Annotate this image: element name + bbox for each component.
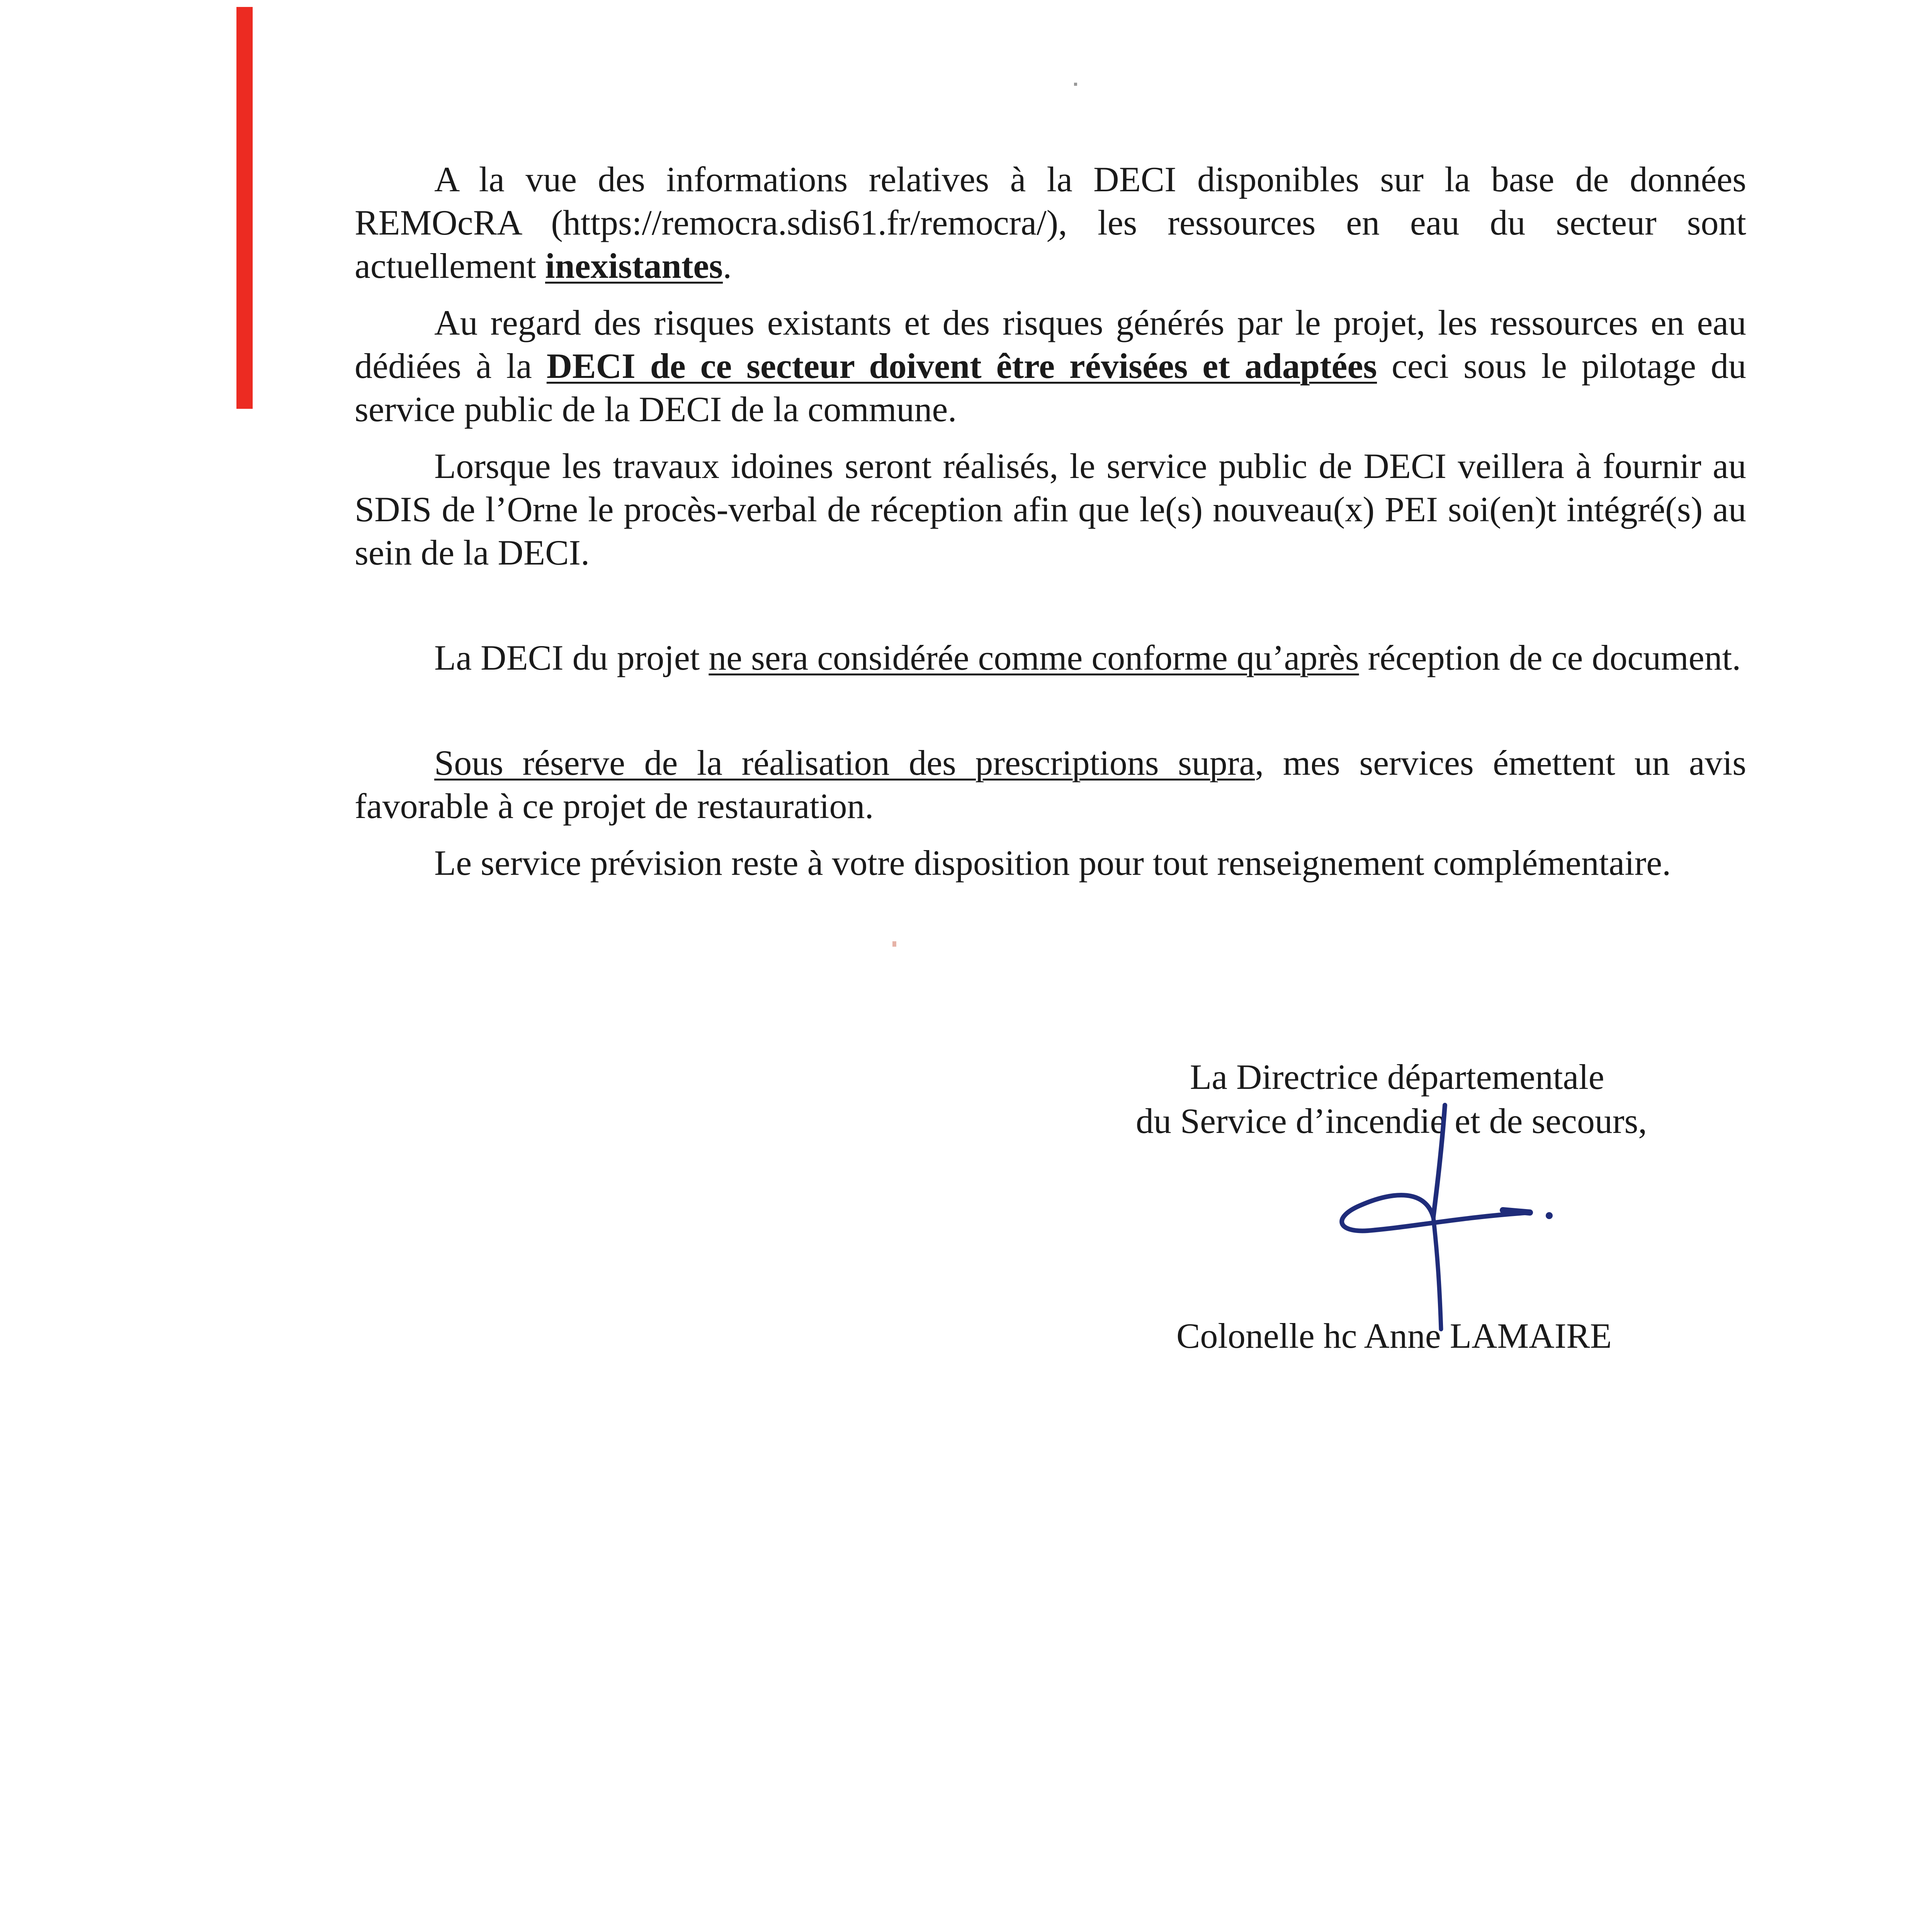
paragraph-6: Le service prévision reste à votre disposition pour tout renseignement complémentaire. (434, 843, 1671, 883)
paragraph-2-end: ceci sous le pilotage du service public de la DECI de la commune. (355, 346, 1747, 429)
paragraph-4-emphasis: ne sera considérée comme conforme qu’après (709, 638, 1359, 677)
paragraph-4 (355, 636, 1746, 679)
paragraph-5 (355, 741, 1746, 828)
paragraph-2-emphasis: DECI de ce secteur doivent être révisées et adaptées (546, 346, 1377, 386)
scan-speck (892, 941, 896, 947)
margin-bar-top (236, 7, 253, 409)
paragraph-5-end: , mes services émettent un avis favorable à ce projet de restauration. (355, 743, 1746, 826)
handwritten-signature (1298, 1090, 1569, 1337)
paragraph-2-text: Au regard des risques existants et des risques générés par le projet, les ressources en eau dédiées à la (355, 303, 1746, 386)
letter-body (355, 158, 1746, 884)
paragraph-5-emphasis: Sous réserve de la réalisation des prescriptions supra (434, 743, 1255, 782)
paragraph-1-text: A la vue des informations relatives à la DECI disponibles sur la base de données REMOcRA (https://remocra.sdis61.fr/remocra/), les ressources en eau du secteur sont actuellement (355, 160, 1746, 286)
paragraph-1-end: . (722, 246, 732, 286)
signatory-title: La Directrice départementale (1190, 1057, 1604, 1097)
signatory-name: Colonelle hc Anne LAMAIRE (1176, 1316, 1612, 1355)
scan-speck (1074, 83, 1077, 86)
paragraph-2 (355, 301, 1746, 431)
signatory-service: du Service d’incendie et de secours, (1136, 1101, 1647, 1141)
paragraph-1-emphasis: inexistantes (545, 246, 723, 286)
paragraph-1 (355, 158, 1746, 287)
paragraph-4-text: La DECI du projet (434, 638, 709, 677)
paragraph-3: Lorsque les travaux idoines seront réalisés, le service public de DECI veillera à fournir au SDIS de l’Orne le procès-verbal de réception afin que le(s) nouveau(x) PEI soi(en)t intégré(s) au sein de la DECI. (355, 446, 1746, 572)
paragraph-4-end: réception de ce document. (1359, 638, 1741, 677)
